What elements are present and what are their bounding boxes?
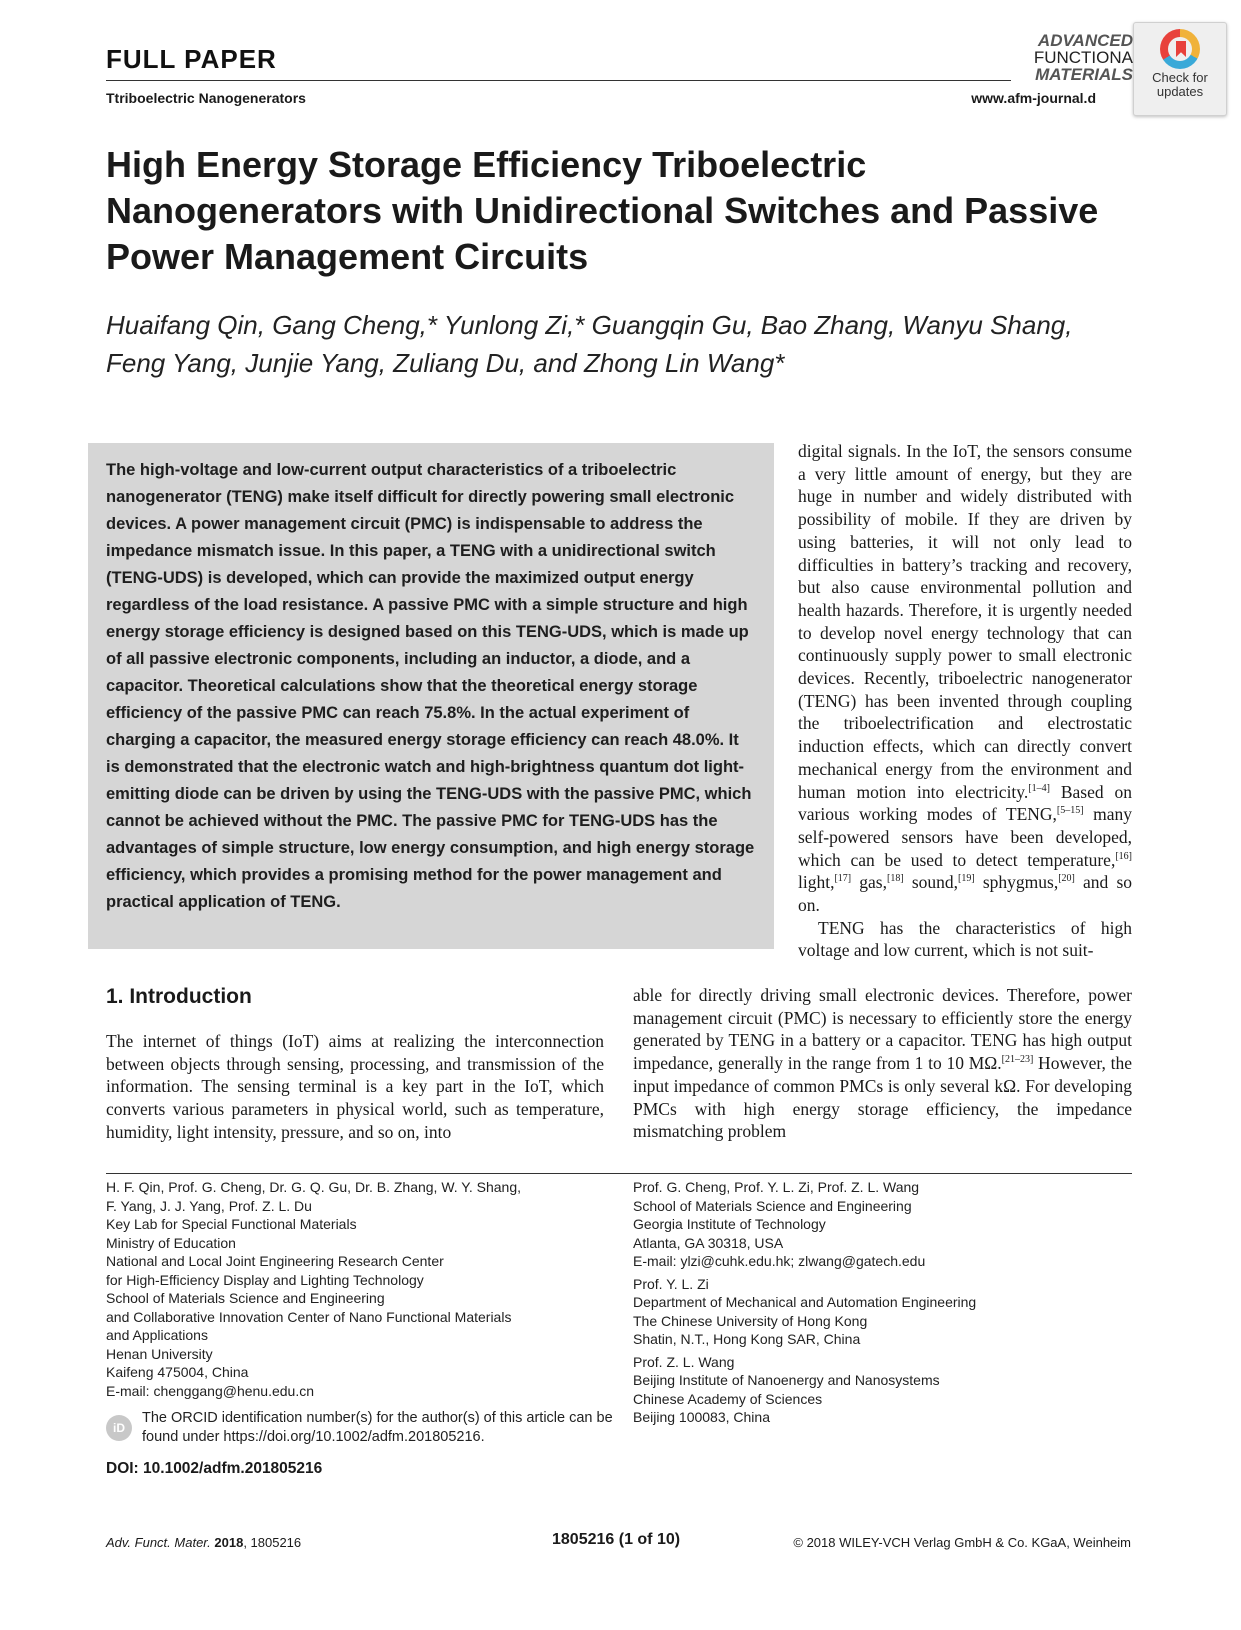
affiliations-left: H. F. Qin, Prof. G. Cheng, Dr. G. Q. Gu, Dr. B. Zhang, W. Y. Shang, F. Yang, J. J. Yang, Prof. Z. L. Du Key Lab for Special Functional Materials Ministry of Education National and Local Joint Engineering Research Center for High-Efficiency Display and Lighting Technology School of Materials Science and Engineering and Collaborative Innovation Center of Nano Functional Materials and Applications Henan University Kaifeng 475004, China E-mail: chenggang@henu.edu.cn	[106, 1178, 606, 1400]
abstract-box	[88, 443, 774, 949]
authors-line-2: Feng Yang, Junjie Yang, Zuliang Du, and Zhong Lin Wang*	[106, 348, 785, 378]
header-rule	[106, 80, 1011, 81]
footnote-rule	[106, 1173, 1132, 1174]
right-column-lower	[633, 984, 1132, 1143]
journal-logo	[1005, 32, 1133, 83]
citation-link[interactable]: [21–23]	[1001, 1054, 1034, 1066]
email-link[interactable]: E-mail: ylzi@cuhk.edu.hk; zlwang@gatech.edu	[633, 1253, 926, 1269]
right-column-upper	[798, 440, 1132, 962]
journal-website-link[interactable]: www.afm-journal.d	[971, 90, 1096, 106]
body-paragraph: TENG has the characteristics of high voltage and low current, which is not suit-	[798, 917, 1132, 961]
authors-line-1: Huaifang Qin, Gang Cheng,* Yunlong Zi,* Guangqin Gu, Bao Zhang, Wanyu Shang,	[106, 310, 1073, 340]
section-heading: 1. Introduction	[106, 985, 252, 1008]
logo-line-1: ADVANCED	[1037, 31, 1133, 50]
abstract-text: The high-voltage and low-current output characteristics of a triboelectric nanogenerator (TENG) make itself difficult for directly powering small electronic devices. A power management circuit (PMC) is indispensable to address the impedance mismatch issue. In this paper, a TENG with a unidirectional switch (TENG-UDS) is developed, which can provide the maximized output energy regardless of the load resistance. A passive PMC with a simple structure and high energy storage efficiency is designed based on this TENG-UDS, which is made up of all passive electronic components, including an inductor, a diode, and a capacitor. Theoretical calculations show that the theoretical energy storage efficiency of the passive PMC can reach 75.8%. In the actual experiment of charging a capacitor, the measured energy storage efficiency can reach 48.0%. It is demonstrated that the electronic watch and high-brightness quantum dot light-emitting diode can be driven by using the TENG-UDS with the passive PMC, which cannot be achieved without the PMC. The passive PMC for TENG-UDS has the advantages of simple structure, low energy consumption, and high energy storage efficiency, which provides a promising method for the power management and practical application of TENG.	[106, 461, 755, 911]
paper-title: High Energy Storage Efficiency Triboelectric Nanogenerators with Unidirectional Switches and Passive Power Management Circuits	[106, 144, 1099, 277]
citation-link[interactable]: [1–4]	[1028, 782, 1050, 794]
author-list	[106, 306, 1166, 382]
citation-link[interactable]: [16]	[1115, 850, 1132, 862]
citation-link[interactable]: [20]	[1058, 873, 1075, 885]
email-link[interactable]: E-mail: chenggang@henu.edu.cn	[106, 1382, 315, 1399]
citation-link[interactable]: [19]	[958, 873, 975, 885]
logo-line-2: FUNCTIONA	[1033, 48, 1133, 67]
orcid-icon: iD	[106, 1415, 132, 1441]
body-paragraph: able for directly driving small electronic devices. Therefore, power management circuit (PMC) is necessary to efficiently store the energy generated by TENG in a battery or a capacitor. TENG has high output impedance, generally in the range from 1 to 10 MΩ.[21–23] However, the input impedance of common PMCs is only several kΩ. For developing PMCs with high energy storage efficiency, the impedance mismatching problem	[633, 985, 1132, 1142]
citation-link[interactable]: [5–15]	[1056, 805, 1084, 817]
body-paragraph: The internet of things (IoT) aims at realizing the interconnection between objects through sensing, processing, and transmission of the information. The sensing terminal is a key part in the IoT, which converts various parameters in physical world, such as temperature, humidity, light intensity, pressure, and so on, into	[106, 1031, 604, 1142]
check-updates-line-2: updates	[1156, 84, 1204, 99]
introduction-text	[106, 1030, 604, 1144]
check-for-updates-button[interactable]	[1133, 22, 1227, 116]
logo-line-3: MATERIALS	[1035, 65, 1133, 84]
footer-copyright: © 2018 WILEY-VCH Verlag GmbH & Co. KGaA, Weinheim	[793, 1535, 1131, 1550]
check-updates-line-1: Check for	[1152, 70, 1208, 85]
body-paragraph: digital signals. In the IoT, the sensors consume a very little amount of energy, but they are huge in number and widely distributed with possibility of mobile. If they are driven by using batteries, it will not only lead to difficulties in battery’s tracking and recovery, but also cause environmental pollution and health hazards. Therefore, it is urgently needed to develop novel energy technology that can continuously supply power to small electronic devices. Recently, triboelectric nanogenerator (TENG) has been invented through coupling the triboelectrification and electrostatic induction effects, which can directly convert mechanical energy from the environment and human motion into electricity.[1–4] Based on various working modes of TENG,[5–15] many self-powered sensors have been developed, which can be used to detect temperature,[16] light,[17] gas,[18] sound,[19] sphygmus,[20] and so on.	[798, 441, 1133, 916]
section-label: FULL PAPER	[106, 44, 277, 74]
footer-citation: Adv. Funct. Mater. 2018, 1805216	[106, 1535, 302, 1550]
doi-link[interactable]: DOI: 10.1002/adfm.201805216	[106, 1460, 323, 1477]
citation-link[interactable]: [17]	[834, 873, 852, 885]
topic-label: Ttriboelectric Nanogenerators	[106, 90, 306, 106]
citation-link[interactable]: [18]	[887, 873, 904, 885]
page-number: 1805216 (1 of 10)	[552, 1531, 681, 1548]
affiliations-right: Prof. G. Cheng, Prof. Y. L. Zi, Prof. Z. L. Wang School of Materials Science and Engineering Georgia Institute of Technology Atlanta, GA 30318, USA E-mail: ylzi@cuhk.edu.hk; zlwang@gatech.edu Prof. Y. L. Zi Department of Mechanical and Automation Engineering The Chinese University of Hong Kong Shatin, N.T., Hong Kong SAR, China Prof. Z. L. Wang Beijing Institute of Nanoenergy and Nanosystems Chinese Academy of Sciences Beijing 100083, China	[633, 1178, 1133, 1427]
orcid-text[interactable]: The ORCID identification number(s) for the author(s) of this article can be found under https://doi.org/10.1002/adfm.201805216.	[142, 1410, 613, 1445]
